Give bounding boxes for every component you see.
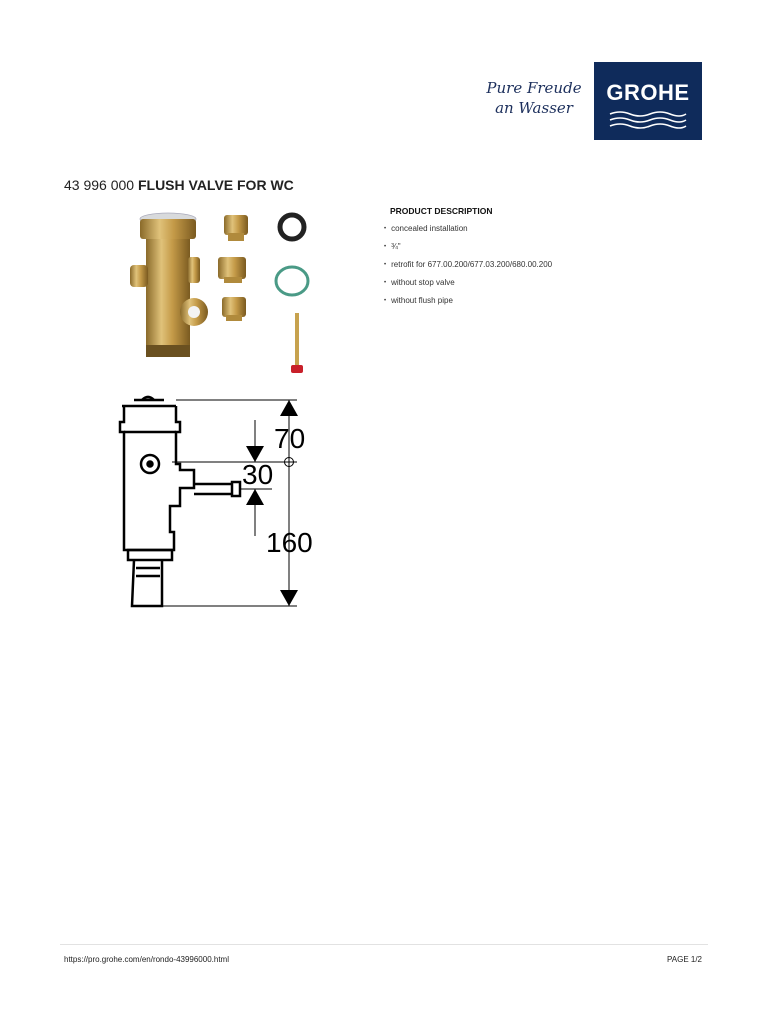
dimension-160: 160 [266,527,313,558]
product-description-list [384,222,552,312]
product-photo [120,205,320,385]
footer-divider [60,944,708,945]
product-number: 43 996 000 [64,177,135,193]
nut-1 [224,215,248,241]
list-item: • retrofit for 677.00.200/677.03.200/680.00.200 [384,258,552,276]
list-item: • without flush pipe [384,294,552,312]
nut-2 [218,257,246,283]
list-item: • without stop valve [384,276,552,294]
tagline-line-2: an Wasser [495,99,573,117]
wave-icon [608,110,688,130]
tagline-line-1: Pure Freude [486,79,582,97]
brand-tagline [484,78,584,118]
product-description-heading: PRODUCT DESCRIPTION [390,206,493,216]
footer-url-link[interactable]: https://pro.grohe.com/en/rondo-43996000.html [64,955,229,964]
dimension-70: 70 [274,423,306,454]
nut-3 [222,297,246,321]
grohe-logo [594,62,702,140]
page-number: PAGE 1/2 [667,955,702,964]
product-title [64,177,294,193]
technical-drawing [112,392,322,612]
product-name: FLUSH VALVE FOR WC [137,177,294,193]
list-item: • ¾" [384,240,552,258]
list-item: • concealed installation [384,222,552,240]
dimension-30: 30 [242,459,274,490]
logo-wordmark: GROHE [606,80,690,105]
